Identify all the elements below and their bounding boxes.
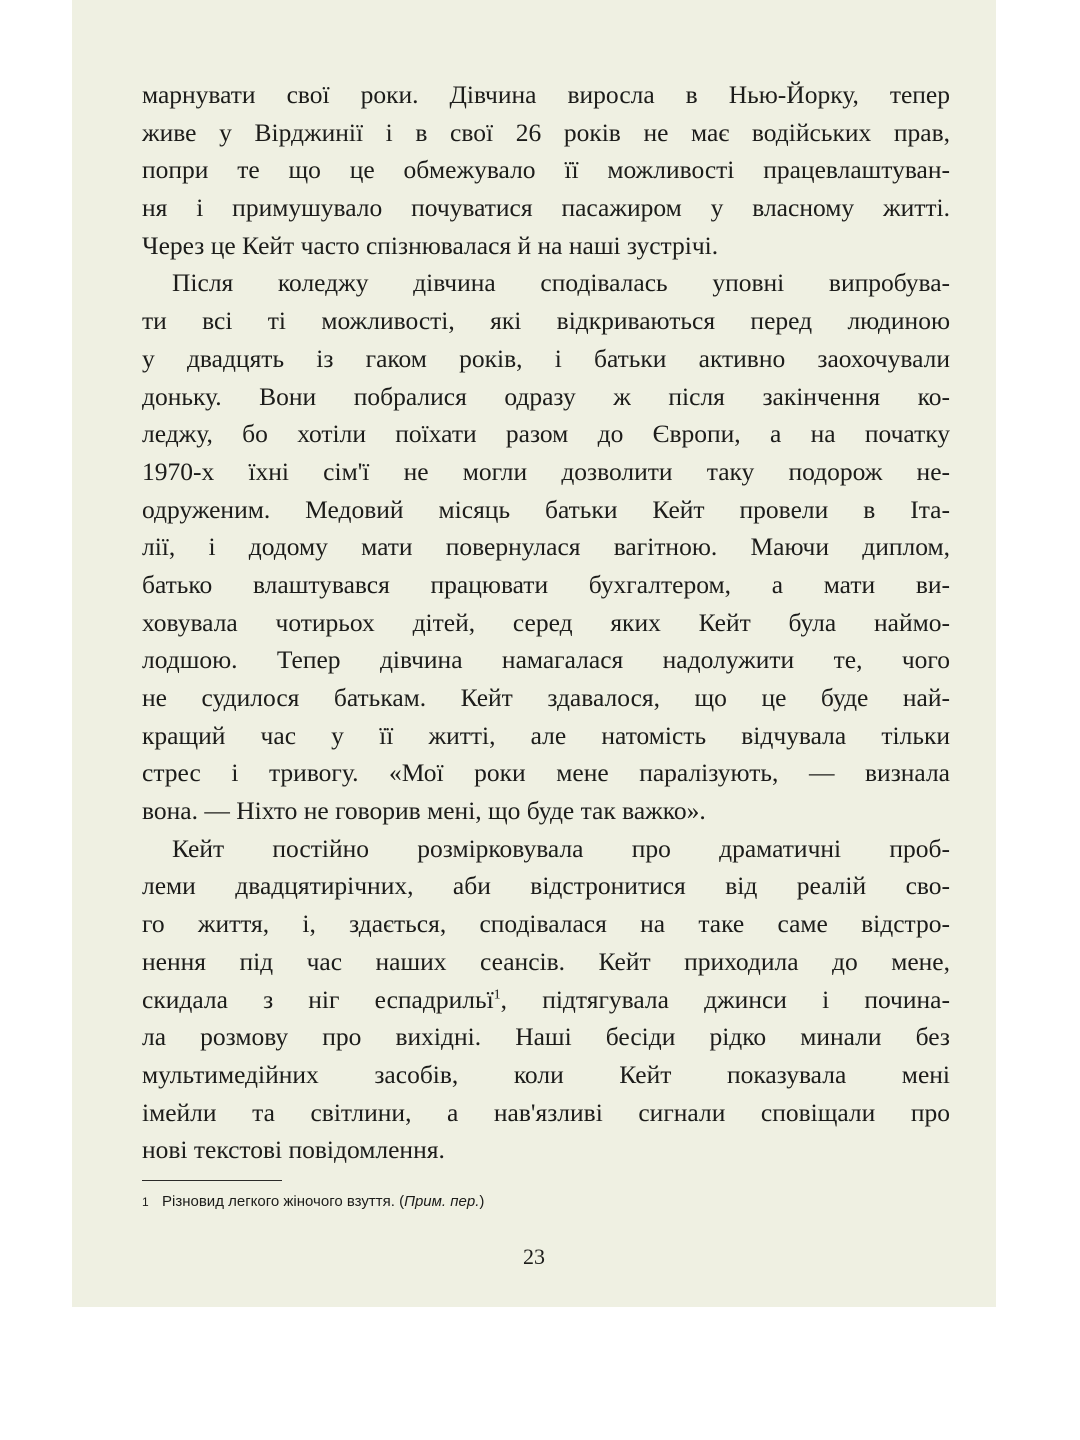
text-line: го життя, і, здається, сподівалася на таке саме відстро- xyxy=(142,909,950,939)
body-text xyxy=(142,76,950,1169)
text-line: нові текстові повідомлення. xyxy=(142,1135,445,1165)
text-line: леджу, бо хотіли поїхати разом до Європи, а на початку xyxy=(142,419,950,449)
footnote-note: Прим. пер. xyxy=(404,1193,480,1210)
footnote-close: ) xyxy=(479,1193,485,1210)
text-line: ховувала чотирьох дітей, серед яких Кейт була наймо- xyxy=(142,607,950,637)
text-line: імейли та світлини, а нав'язливі сигнали сповіщали про xyxy=(142,1097,950,1127)
footnote-reference: 1 xyxy=(493,987,501,1002)
text-line-with-footnote-ref xyxy=(142,981,950,1019)
text-line: доньку. Вони побралися одразу ж після закінчення ко- xyxy=(142,381,950,411)
book-page xyxy=(72,0,996,1307)
text-line: одруженим. Медовий місяць батьки Кейт провели в Іта- xyxy=(142,494,950,524)
text-line: стрес і тривогу. «Мої роки мене паралізують, — визнала xyxy=(142,758,950,788)
page-number: 23 xyxy=(523,1244,545,1269)
text-fragment: скидала з ніг еспадрильї xyxy=(142,984,494,1014)
text-line: мультимедійних засобів, коли Кейт показувала мені xyxy=(142,1059,950,1089)
text-line: Кейт постійно розмірковувала про драматичні проб- xyxy=(172,833,950,863)
footnote xyxy=(142,1192,484,1212)
text-line: Після коледжу дівчина сподівалась уповні випробува- xyxy=(172,268,950,298)
text-fragment: , підтягувала джинси і почина- xyxy=(500,984,950,1014)
text-line: нення під час наших сеансів. Кейт приходила до мене, xyxy=(142,946,950,976)
text-line: батько влаштувався працювати бухгалтером, а мати ви- xyxy=(142,569,950,599)
text-line: ти всі ті можливості, які відкриваються перед людиною xyxy=(142,306,950,336)
footnote-divider xyxy=(142,1180,282,1181)
text-line: леми двадцятирічних, аби відстронитися від реалій сво- xyxy=(142,871,950,901)
text-line: 1970-х їхні сім'ї не могли дозволити таку подорож не- xyxy=(142,456,950,486)
text-line: у двадцять із гаком років, і батьки активно заохочували xyxy=(142,343,950,373)
text-line: кращий час у її житті, але натомість відчувала тільки xyxy=(142,720,950,750)
text-line: марнувати свої роки. Дівчина виросла в Нью-Йорку, тепер xyxy=(142,80,950,109)
text-line: ла розмову про вихідні. Наші бесіди рідко минали без xyxy=(142,1022,950,1052)
text-line: лії, і додому мати повернулася вагітною. Маючи диплом, xyxy=(142,532,950,562)
text-line: Через це Кейт часто спізнювалася й на наші зустрічі. xyxy=(142,230,719,260)
text-line: ня і примушувало почуватися пасажиром у власному житті. xyxy=(142,193,950,223)
footnote-marker: 1 xyxy=(142,1195,149,1209)
text-line: попри те що це обмежувало її можливості працевлаштуван- xyxy=(142,155,950,185)
text-line: не судилося батькам. Кейт здавалося, що це буде най- xyxy=(142,683,950,712)
text-line: лодшою. Тепер дівчина намагалася надолужити те, чого xyxy=(142,645,950,675)
footnote-text: Різновид легкого жіночого взуття. ( xyxy=(162,1193,405,1210)
text-line: живе у Вірджинії і в свої 26 років не має водійських прав, xyxy=(142,117,950,147)
text-line: вона. — Ніхто не говорив мені, що буде так важко». xyxy=(142,796,706,826)
